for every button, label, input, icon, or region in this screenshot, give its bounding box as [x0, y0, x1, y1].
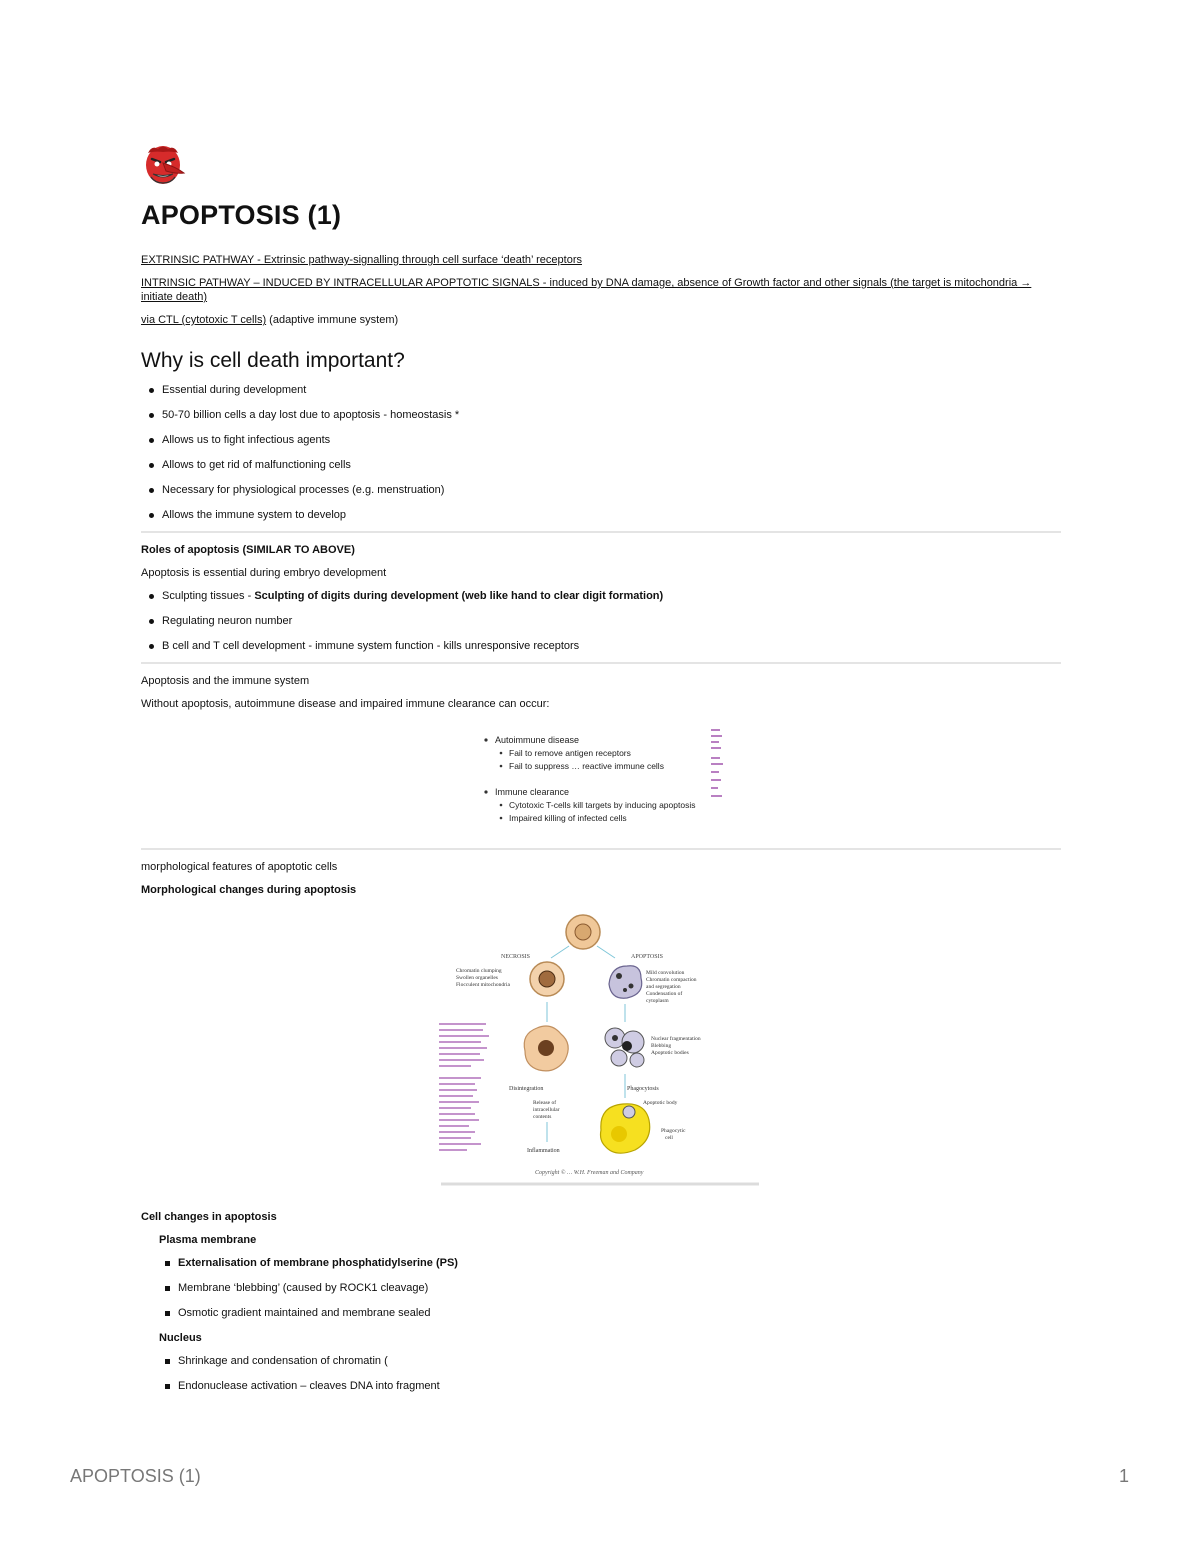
intrinsic-line	[141, 276, 1061, 304]
nucleus-heading: Nucleus	[159, 1332, 202, 1344]
list-item: Shrinkage and condensation of chromatin (	[163, 1354, 1061, 1368]
divider	[141, 662, 1061, 664]
apoptosis-desc: and segregation	[646, 984, 681, 990]
apoptosis-desc: Mild convolution	[646, 970, 685, 976]
fragmentation-desc: Nuclear fragmentation	[651, 1036, 701, 1042]
roles-list	[141, 589, 1061, 653]
ctl-link[interactable]: via CTL (cytotoxic T cells)	[141, 314, 267, 326]
morphology-figure	[141, 906, 1061, 1208]
why-heading: Why is cell death important?	[141, 349, 405, 372]
inflammation-label: Inflammation	[527, 1148, 560, 1154]
extrinsic-link[interactable]: EXTRINSIC PATHWAY - Extrinsic pathway-signalling through cell surface ‘death’ receptors	[141, 254, 582, 266]
apoptotic-body-label: Apoptotic body	[643, 1100, 678, 1106]
morph-line: morphological features of apoptotic cells	[141, 861, 338, 873]
fragmentation-desc: Blebbing	[651, 1043, 672, 1049]
footer-title: APOPTOSIS (1)	[70, 1466, 201, 1486]
document-body	[141, 143, 1061, 1404]
necrosis-desc: Flocculent mitochondria	[456, 982, 510, 988]
immune-figure-image	[141, 720, 1061, 848]
ctl-rest: (adaptive immune system)	[266, 314, 399, 326]
phagocytic-cell-label: Phagocytic	[661, 1128, 686, 1134]
release-label: Release of	[533, 1100, 557, 1106]
list-item: Allows the immune system to develop	[147, 508, 1061, 522]
divider	[141, 848, 1061, 850]
nucleus-list	[141, 1354, 1061, 1393]
necrosis-label: NECROSIS	[501, 954, 531, 960]
intrinsic-link[interactable]: INTRINSIC PATHWAY – INDUCED BY INTRACELLULAR APOPTOTIC SIGNALS - induced by DNA damage, absence of Growth factor and other signals (the target is mitochondria → initiate death)	[141, 277, 1032, 303]
immune-figure	[141, 720, 1061, 848]
clearance-sub-1: Cytotoxic T-cells kill targets by inducing apoptosis	[509, 800, 696, 810]
cell-changes-heading: Cell changes in apoptosis	[141, 1211, 277, 1223]
list-item: Externalisation of membrane phosphatidylserine (PS)	[163, 1256, 1061, 1270]
autoimmune-label: Autoimmune disease	[495, 735, 580, 745]
list-item: Sculpting tissues - Sculpting of digits during development (web like hand to clear digit formation)	[147, 589, 1061, 603]
page-title: APOPTOSIS (1)	[141, 200, 342, 230]
apoptosis-label: APOPTOSIS	[631, 954, 663, 960]
necrosis-desc: Swollen organelles	[456, 975, 498, 981]
why-list	[141, 383, 1061, 522]
apoptosis-desc: Chromatin compaction	[646, 977, 697, 983]
list-item: B cell and T cell development - immune system function - kills unresponsive receptors	[147, 639, 1061, 653]
apoptosis-desc: cytoplasm	[646, 998, 669, 1004]
divider	[141, 531, 1061, 533]
autoimmune-sub-2: Fail to suppress … reactive immune cells	[509, 761, 664, 771]
list-item: Regulating neuron number	[147, 614, 1061, 628]
list-item: 50-70 billion cells a day lost due to apoptosis - homeostasis *	[147, 408, 1061, 422]
list-item: Osmotic gradient maintained and membrane sealed	[163, 1306, 1061, 1320]
necrosis-desc: Chromatin clumping	[456, 968, 502, 974]
roles-heading: Roles of apoptosis (SIMILAR TO ABOVE)	[141, 544, 355, 556]
apoptosis-desc: Condensation of	[646, 991, 683, 997]
phagocytosis-label: Phagocytosis	[627, 1086, 659, 1092]
fragmentation-desc: Apoptotic bodies	[651, 1050, 689, 1056]
tengu-mask-icon	[142, 143, 186, 187]
page-number: 1	[1119, 1466, 1130, 1486]
extrinsic-line	[141, 253, 1061, 267]
immune-heading: Apoptosis and the immune system	[141, 675, 310, 687]
clearance-label: Immune clearance	[495, 787, 570, 797]
phagocytic-cell-label: cell	[665, 1135, 673, 1141]
immune-intro: Without apoptosis, autoimmune disease and impaired immune clearance can occur:	[141, 698, 550, 710]
autoimmune-sub-1: Fail to remove antigen receptors	[509, 748, 631, 758]
membrane-list	[141, 1256, 1061, 1320]
copyright-label: Copyright © … W.H. Freeman and Company	[535, 1170, 644, 1176]
release-label: intracellular	[533, 1107, 560, 1113]
plasma-membrane-heading: Plasma membrane	[159, 1234, 257, 1246]
purple-annotation	[439, 1024, 489, 1150]
morphology-figure-image	[141, 906, 1061, 1208]
list-item: Membrane ‘blebbing’ (caused by ROCK1 cleavage)	[163, 1281, 1061, 1295]
list-item: Allows us to fight infectious agents	[147, 433, 1061, 447]
roles-intro: Apoptosis is essential during embryo development	[141, 567, 387, 579]
disintegration-label: Disintegration	[509, 1086, 544, 1092]
list-item: Endonuclease activation – cleaves DNA into fragment	[163, 1379, 1061, 1393]
purple-annotation	[711, 730, 723, 796]
morph-heading: Morphological changes during apoptosis	[141, 884, 357, 896]
release-label: contents	[533, 1114, 552, 1120]
ctl-line	[141, 313, 1061, 327]
clearance-sub-2: Impaired killing of infected cells	[509, 813, 627, 823]
list-item: Essential during development	[147, 383, 1061, 397]
list-item: Necessary for physiological processes (e.g. menstruation)	[147, 483, 1061, 497]
list-item: Allows to get rid of malfunctioning cells	[147, 458, 1061, 472]
